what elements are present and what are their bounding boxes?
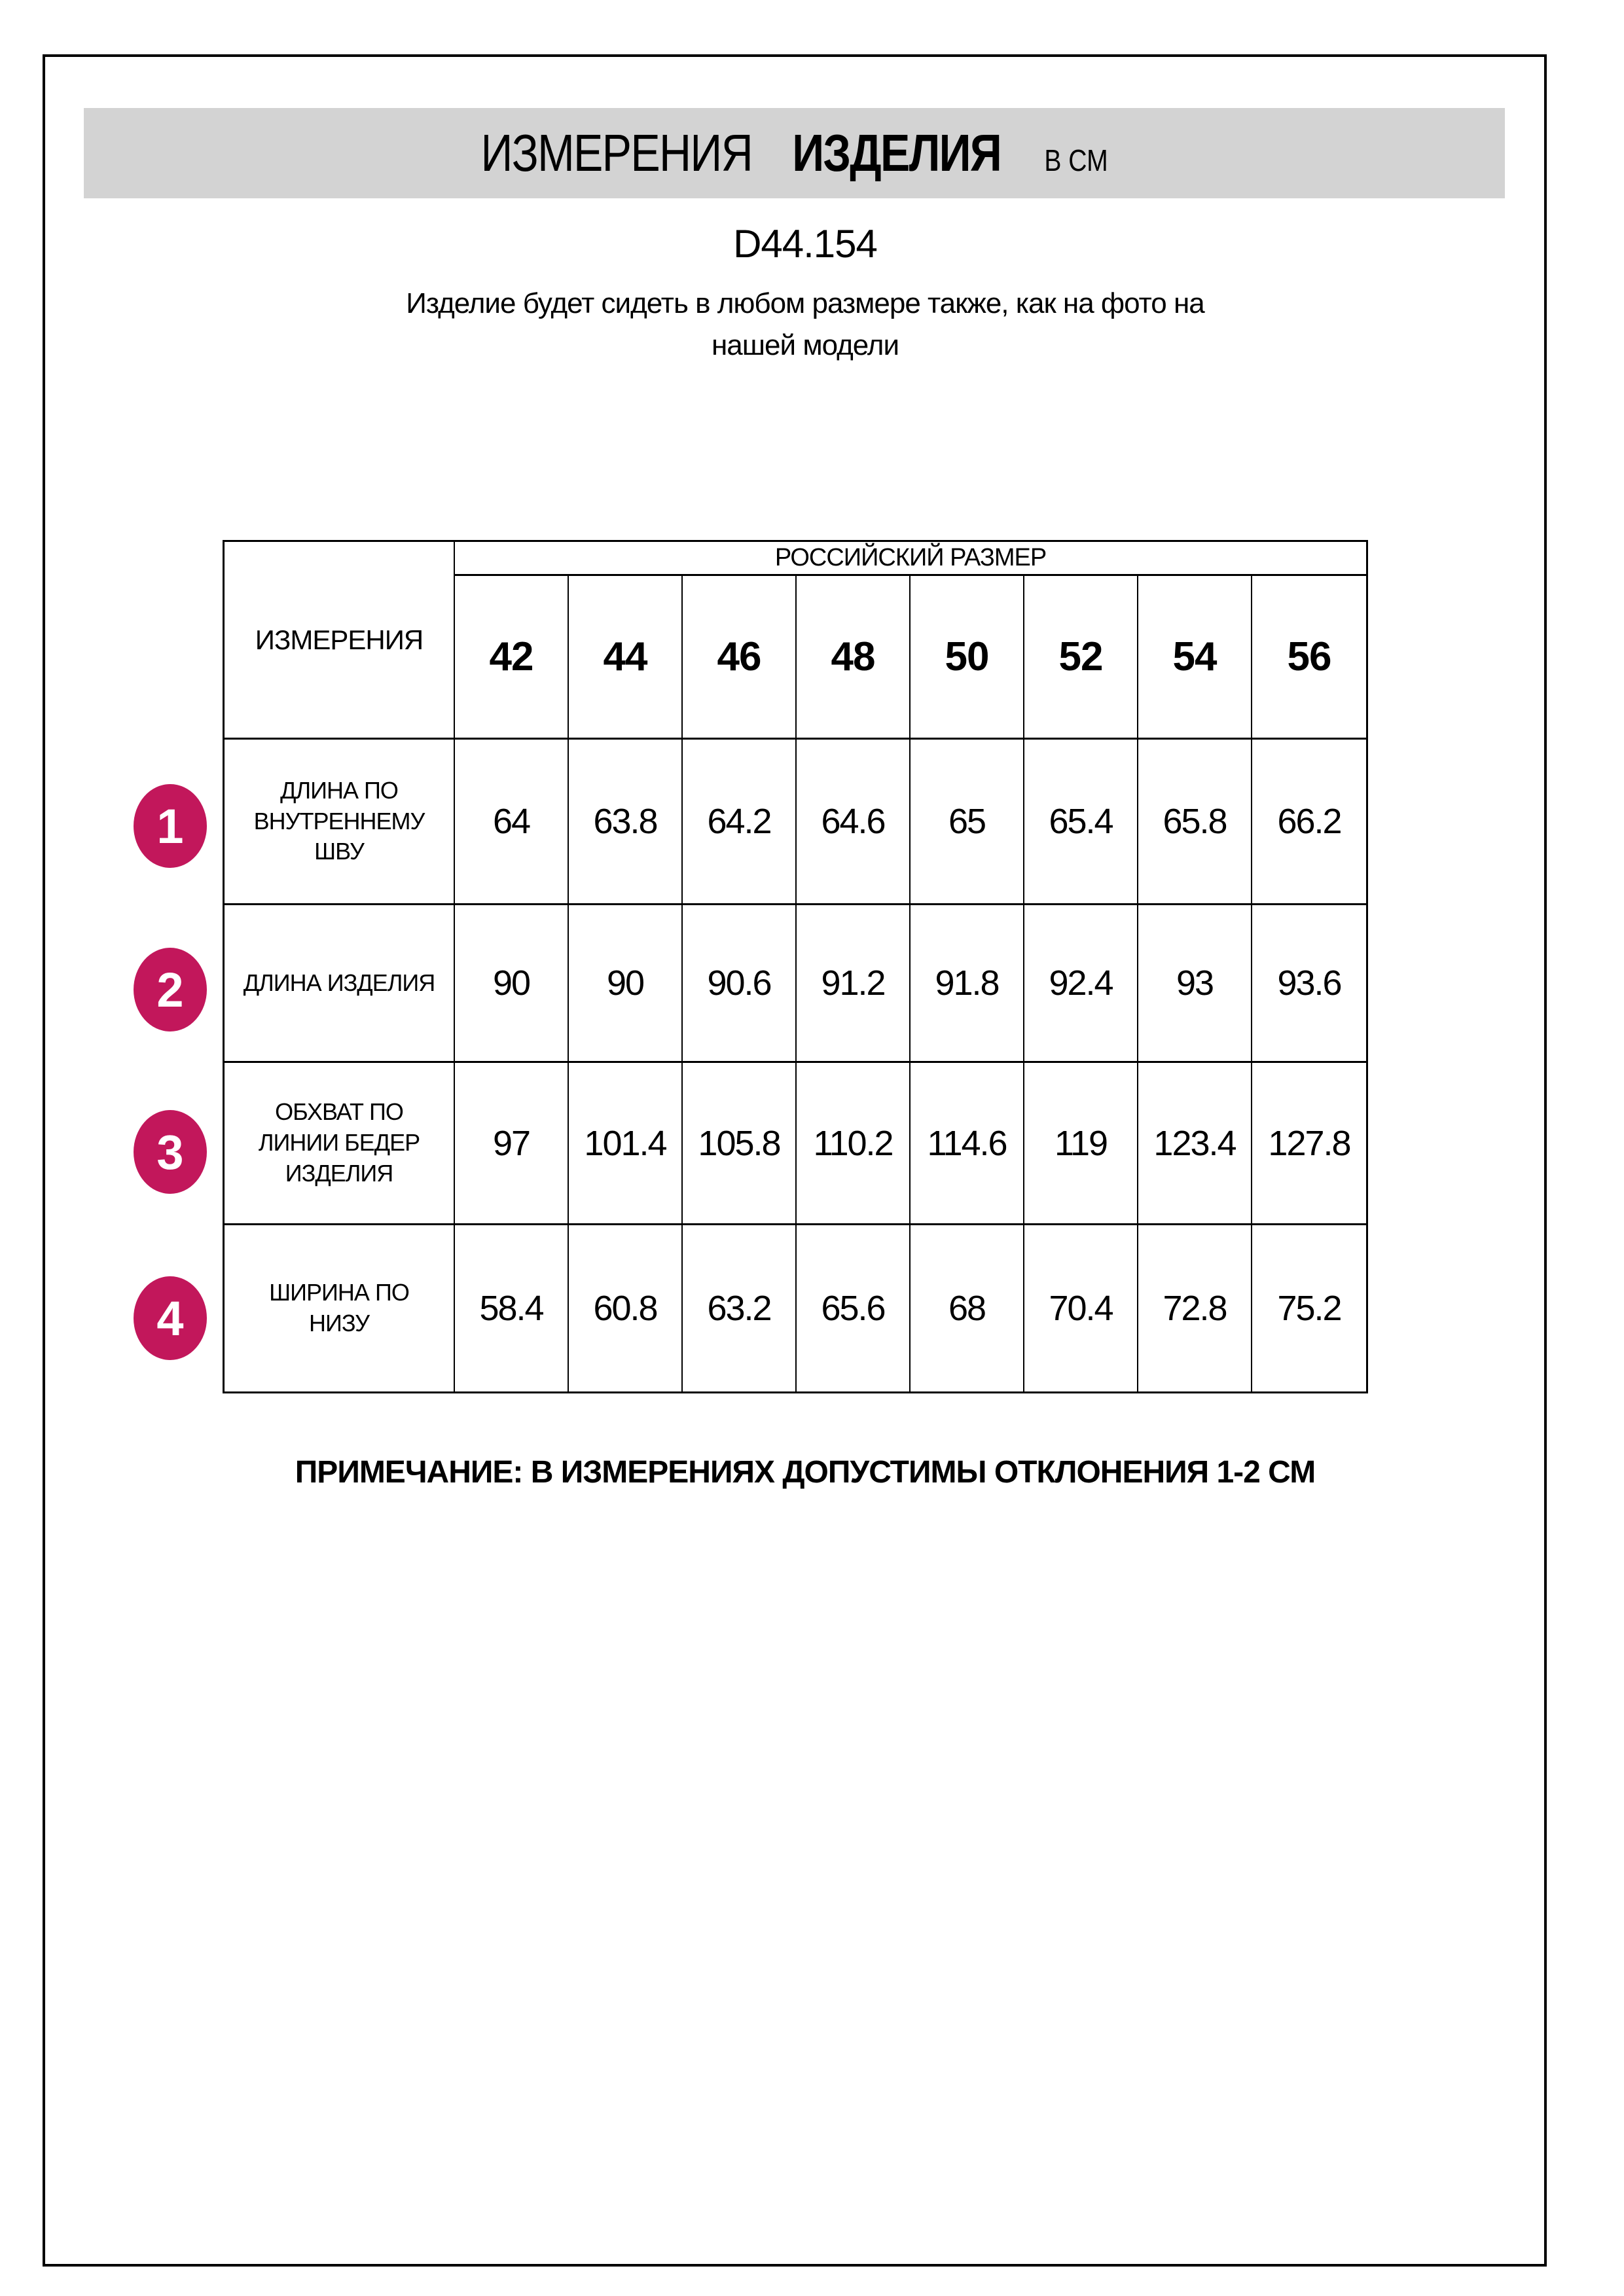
badge-number: 4 <box>156 1291 184 1346</box>
table-cell: 58.4 <box>455 1225 569 1391</box>
row-number-badge-2 <box>134 948 207 1031</box>
row-number-badge-3 <box>134 1110 207 1194</box>
table-cell: 92.4 <box>1024 905 1138 1063</box>
table-cell: 90 <box>455 905 569 1063</box>
table-cell: 101.4 <box>569 1063 683 1225</box>
size-header-46: 46 <box>683 576 797 740</box>
size-header-50: 50 <box>911 576 1024 740</box>
table-cell: 64 <box>455 740 569 905</box>
row-number-badge-1 <box>134 784 207 868</box>
row-label-garment-length: ДЛИНА ИЗДЕЛИЯ <box>225 905 455 1063</box>
table-cell: 64.6 <box>797 740 911 905</box>
badge-number: 2 <box>156 962 184 1017</box>
header-bar <box>84 108 1505 198</box>
table-cell: 68 <box>911 1225 1024 1391</box>
table-cell: 65.6 <box>797 1225 911 1391</box>
table-cell: 63.2 <box>683 1225 797 1391</box>
product-code: D44.154 <box>733 222 877 266</box>
size-header-44: 44 <box>569 576 683 740</box>
subtitle-line-2: нашей модели <box>711 329 899 361</box>
row-label-hip-girth: ОБХВАТ ПО ЛИНИИ БЕДЕР ИЗДЕЛИЯ <box>225 1063 455 1225</box>
table-cell: 119 <box>1024 1063 1138 1225</box>
size-header-42: 42 <box>455 576 569 740</box>
size-header-54: 54 <box>1138 576 1252 740</box>
table-cell: 75.2 <box>1277 1289 1341 1328</box>
table-cell: 65 <box>911 740 1024 905</box>
table-cell: 70.4 <box>1024 1225 1138 1391</box>
subtitle-line-1: Изделие будет сидеть в любом размере также, как на фото на <box>406 287 1204 319</box>
header-title-measurements: ИЗМЕРЕНИЯ <box>480 124 752 182</box>
table-cell: 114.6 <box>911 1063 1024 1225</box>
row-number-badge-4 <box>134 1276 207 1360</box>
table-cell: 64.2 <box>683 740 797 905</box>
table-cell: 90 <box>569 905 683 1063</box>
row-label-inseam-length: ДЛИНА ПО ВНУТРЕННЕМУ ШВУ <box>225 740 455 905</box>
size-header-48: 48 <box>797 576 911 740</box>
subtitle <box>0 283 1610 367</box>
badge-number: 1 <box>156 798 184 853</box>
header-unit-label: В СМ <box>1044 143 1108 177</box>
header-bar-content <box>480 123 1108 183</box>
table-size-system-header: РОССИЙСКИЙ РАЗМЕР <box>455 542 1366 576</box>
header-title-product: ИЗДЕЛИЯ <box>792 124 1001 182</box>
table-cell: 65.4 <box>1024 740 1138 905</box>
table-cell: 60.8 <box>569 1225 683 1391</box>
size-header-56: 56 <box>1252 576 1366 740</box>
table-cell: 127.8 <box>1252 1063 1366 1225</box>
table-cell: 93.6 <box>1252 905 1366 1063</box>
table-cell: 66.2 <box>1252 740 1366 905</box>
table-cell: 105.8 <box>683 1063 797 1225</box>
table-cell: 91.2 <box>797 905 911 1063</box>
table-corner-label: ИЗМЕРЕНИЯ <box>225 542 455 740</box>
table-cell: 90.6 <box>683 905 797 1063</box>
row-label-bottom-width: ШИРИНА ПО НИЗУ <box>225 1225 455 1391</box>
table-cell: 65.8 <box>1138 740 1252 905</box>
table-cell: 63.8 <box>569 740 683 905</box>
table-cell: 110.2 <box>797 1063 911 1225</box>
badge-number: 3 <box>156 1124 184 1179</box>
tolerance-note: ПРИМЕЧАНИЕ: В ИЗМЕРЕНИЯХ ДОПУСТИМЫ ОТКЛОНЕНИЯ 1-2 СМ <box>295 1455 1316 1490</box>
table-cell: 72.8 <box>1138 1225 1252 1391</box>
table-cell: 123.4 <box>1138 1063 1252 1225</box>
size-table <box>223 540 1368 1393</box>
size-header-52: 52 <box>1024 576 1138 740</box>
table-cell: 93 <box>1138 905 1252 1063</box>
table-cell: 91.8 <box>911 905 1024 1063</box>
table-cell: 97 <box>455 1063 569 1225</box>
